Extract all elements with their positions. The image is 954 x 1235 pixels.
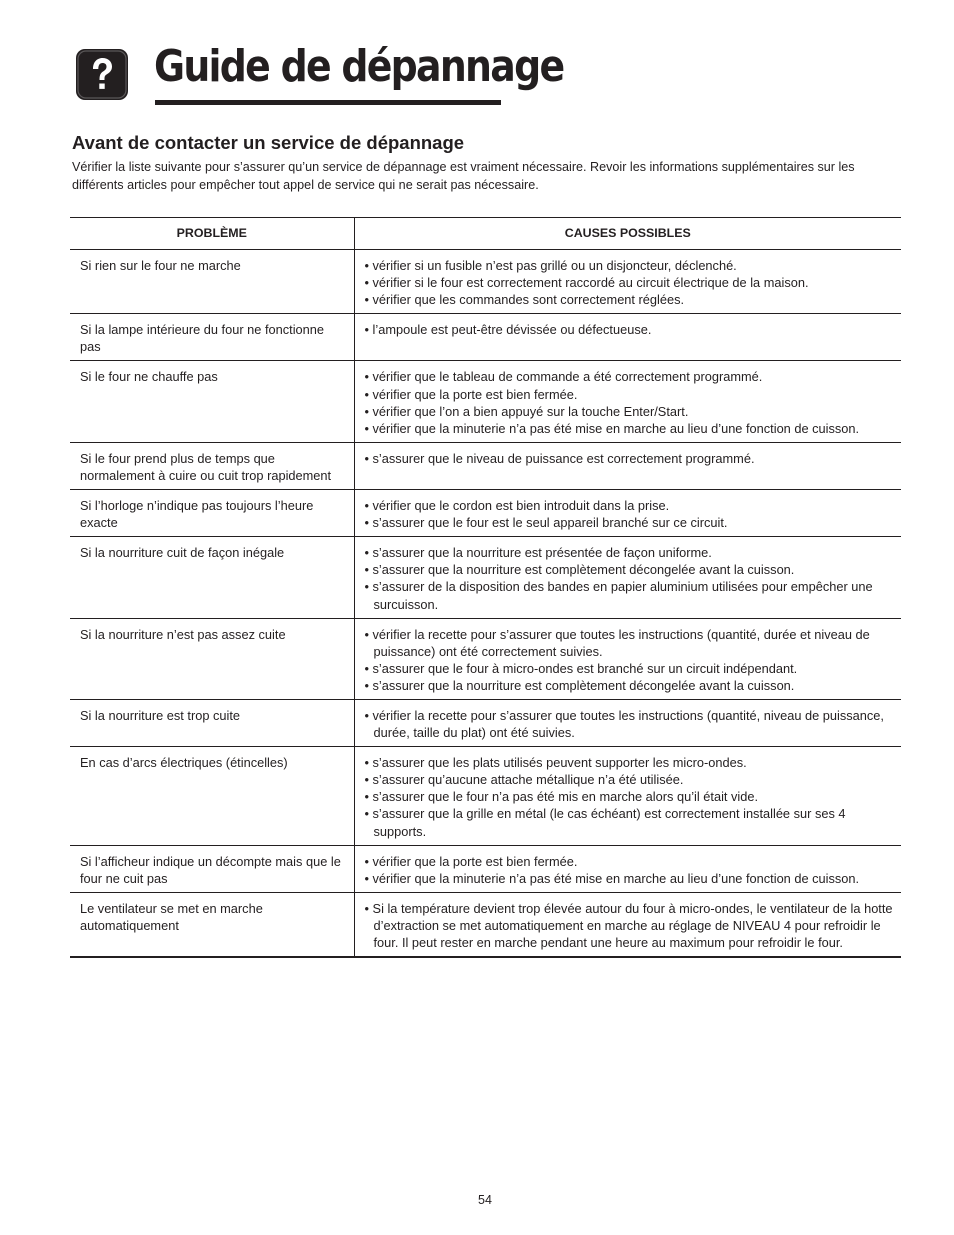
problem-cell: Si le four ne chauffe pas: [70, 361, 354, 442]
problem-cell: Si l’horloge n’indique pas toujours l’heure exacte: [70, 490, 354, 537]
causes-cell: [354, 699, 901, 746]
problem-cell: Si la nourriture est trop cuite: [70, 699, 354, 746]
table-row: [70, 618, 901, 699]
problem-cell: Si rien sur le four ne marche: [70, 250, 354, 314]
cause-item: • vérifier si un fusible n’est pas grillé ou un disjoncteur, déclenché.: [364, 258, 737, 273]
causes-cell: [354, 537, 901, 618]
column-header-problem: PROBLÈME: [70, 218, 354, 250]
causes-cell: [354, 314, 901, 361]
causes-cell: [354, 361, 901, 442]
table-row: [70, 490, 901, 537]
table-row: [70, 537, 901, 618]
cause-item: • vérifier que le tableau de commande a été correctement programmé.: [364, 369, 763, 385]
causes-cell: [354, 618, 901, 699]
cause-item: • vérifier que la minuterie n’a pas été mise en marche au lieu d’une fonction de cuisson.: [364, 420, 860, 436]
page-number: 54: [478, 1193, 492, 1207]
cause-item: • s’assurer que la nourriture est complètement décongelée avant la cuisson.: [364, 677, 795, 693]
problem-cell: Si la lampe intérieure du four ne fonctionne pas: [70, 314, 354, 361]
question-mark-glyph: [76, 49, 128, 100]
troubleshooting-table: [70, 217, 901, 958]
cause-item: • s’assurer de la disposition des bandes en papier aluminium utilisées pour empêcher une surcuisson.: [364, 579, 873, 612]
cause-item: • vérifier si le four est correctement raccordé au circuit électrique de la maison.: [364, 275, 809, 291]
table-row: [70, 442, 901, 489]
cause-item: • s’assurer que les plats utilisés peuvent supporter les micro-ondes.: [364, 755, 747, 771]
causes-cell: [354, 250, 901, 314]
cause-item: • s’assurer que le four n’a pas été mis en marche alors qu’il était vide.: [364, 789, 759, 805]
table-row: [70, 250, 901, 314]
title-underline: [155, 100, 501, 105]
cause-item: • s’assurer que la nourriture est présentée de façon uniforme.: [364, 545, 712, 561]
table-row: [70, 699, 901, 746]
table-row: [70, 845, 901, 892]
problem-cell: Si la nourriture cuit de façon inégale: [70, 537, 354, 618]
table-row: [70, 361, 901, 442]
causes-cell: [354, 845, 901, 892]
table-row: [70, 747, 901, 845]
table-row: [70, 892, 901, 957]
problem-cell: En cas d’arcs électriques (étincelles): [70, 747, 354, 845]
causes-cell: [354, 747, 901, 845]
table-header-row: [70, 218, 901, 250]
cause-item: • Si la température devient trop élevée autour du four à micro-ondes, le ventilateur de la hotte d’extraction se met automatiquement en marche au réglage de NIVEAU 4 pour refroidir le four. Il peut rester en marche pendant une heure au maximum pour refroidir le four.: [364, 900, 893, 950]
causes-cell: [354, 442, 901, 489]
cause-item: • vérifier que le cordon est bien introduit dans la prise.: [364, 498, 670, 514]
intro-paragraph: Vérifier la liste suivante pour s’assurer qu’un service de dépannage est vraiment nécessaire. Revoir les informations supplémentaires sur les différents articles pour empêcher tout appel de service qui ne serait pas nécessaire.: [72, 160, 855, 192]
problem-cell: Le ventilateur se met en marche automatiquement: [70, 892, 354, 957]
cause-item: • s’assurer que le four est le seul appareil branché sur ce circuit.: [364, 515, 728, 531]
problem-cell: Si la nourriture n’est pas assez cuite: [70, 618, 354, 699]
cause-item: • vérifier que la porte est bien fermée.: [364, 853, 578, 869]
cause-item: • vérifier que la minuterie n’a pas été mise en marche au lieu d’une fonction de cuisson.: [364, 870, 860, 886]
column-header-causes: CAUSES POSSIBLES: [354, 218, 901, 250]
cause-item: • s’assurer qu’aucune attache métallique n’a été utilisée.: [364, 772, 684, 788]
problem-cell: Si l’afficheur indique un décompte mais que le four ne cuit pas: [70, 845, 354, 892]
table-row: [70, 314, 901, 361]
causes-cell: [354, 892, 901, 957]
cause-item: • vérifier que la porte est bien fermée.: [364, 386, 578, 402]
page-header: [76, 40, 564, 110]
causes-cell: [354, 490, 901, 537]
page-title: Guide de dépannage: [154, 41, 564, 92]
section-title: Avant de contacter un service de dépannage: [72, 132, 465, 153]
cause-item: • s’assurer que la nourriture est complètement décongelée avant la cuisson.: [364, 562, 795, 578]
cause-item: • vérifier que les commandes sont correctement réglées.: [364, 292, 685, 308]
cause-item: • s’assurer que le niveau de puissance est correctement programmé.: [364, 450, 755, 466]
cause-item: • l’ampoule est peut-être dévissée ou défectueuse.: [364, 322, 652, 338]
cause-item: • vérifier la recette pour s’assurer que toutes les instructions (quantité, durée et niveau de puissance) ont été correctement suivies.: [364, 626, 870, 659]
question-mark-icon: [76, 49, 128, 100]
cause-item: • s’assurer que la grille en métal (le cas échéant) est correctement installée sur ses 4 supports.: [364, 806, 846, 839]
problem-cell: Si le four prend plus de temps que normalement à cuire ou cuit trop rapidement: [70, 442, 354, 489]
cause-item: • vérifier la recette pour s’assurer que toutes les instructions (quantité, niveau de puissance, durée, taille du plat) ont été suivies.: [364, 707, 884, 741]
table-body: [70, 250, 901, 958]
cause-item: • s’assurer que le four à micro-ondes est branché sur un circuit indépendant.: [364, 660, 798, 676]
cause-item: • vérifier que l’on a bien appuyé sur la touche Enter/Start.: [364, 403, 689, 419]
